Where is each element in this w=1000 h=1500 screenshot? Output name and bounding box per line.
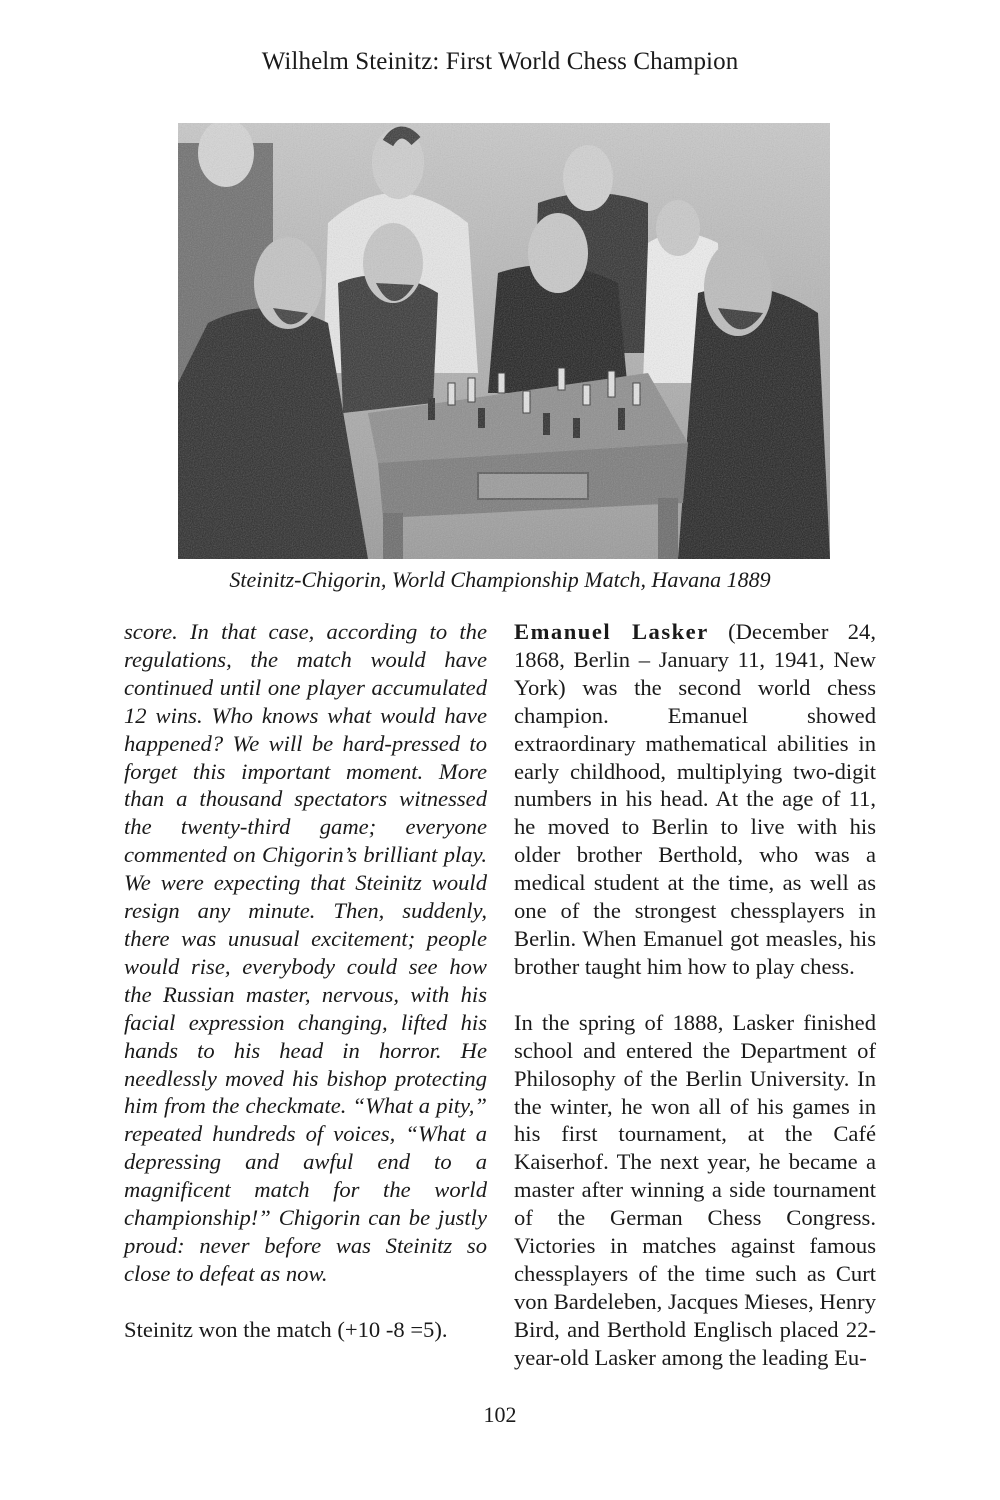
lasker-bio-paragraph xyxy=(514,618,876,981)
right-column xyxy=(514,618,876,1372)
figure-caption: Steinitz-Chigorin, World Championship Match, Havana 1889 xyxy=(229,567,771,592)
chess-players-photo-illustration xyxy=(178,123,830,559)
historical-photograph xyxy=(178,123,830,559)
left-column xyxy=(124,618,487,1344)
match-result-paragraph: Steinitz won the match (+10 -8 =5). xyxy=(124,1316,448,1342)
page-number: 102 xyxy=(483,1402,517,1427)
lasker-name: Emanuel Lasker xyxy=(514,619,709,644)
lasker-career-paragraph: In the spring of 1888, Lasker finished school and entered the Department of Philosophy of the Berlin University. In the winter, he won all of his games in his first tournament, at the Café Kaiserhof. The next year, he became a master after winning a side tournament of the German Chess Congress. Victories in matches against famous chessplayers of the time such as Curt von Bardeleben, Jacques Mieses, Henry Bird, and Berthold Englisch placed 22-year-old Lasker among the leading Eu- xyxy=(514,1009,876,1370)
running-title: Wilhelm Steinitz: First World Chess Champion xyxy=(261,48,739,75)
lasker-bio-text: (December 24, 1868, Berlin – January 11, 1941, New York) was the second world chess champion. Emanuel showed extraordinary mathematical abilities in early childhood, multiplying two-digit numbers in his head. At the age of 11, he moved to Berlin to live with his older brother Berthold, who was a medical student at the time, as well as one of the strongest chessplayers in Berlin. When Emanuel got measles, his brother taught him how to play chess. xyxy=(514,619,877,979)
quote-paragraph: score. In that case, according to the regulations, the match would have continued until one player accumulated 12 wins. Who knows what would have happened? We will be hard-pressed to forget this important moment. More than a thousand spectators witnessed the twenty-third game; everyone commented on Chigorin’s brilliant play. We were expecting that Steinitz would resign any minute. Then, suddenly, there was unusual excitement; people would rise, everybody could see how the Russian master, nervous, with his facial expression changing, lifted his hands to his head in horror. He needlessly moved his bishop protecting him from the checkmate. “What a pity,” repeated hundreds of voices, “What a depressing and awful end to a magnificent match for the world championship!” Chigorin can be justly proud: never before was Steinitz so close to defeat as now. xyxy=(124,619,487,1286)
